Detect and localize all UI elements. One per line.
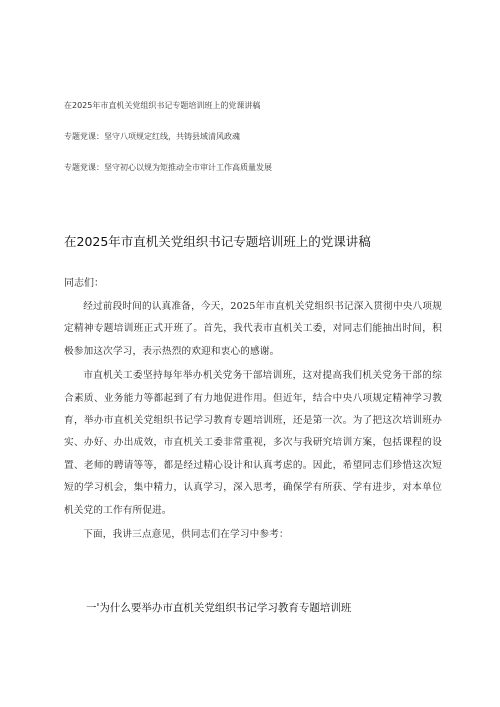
toc-item-2: 专题党课：坚守八项规定红线，共铸县域清风政魂 xyxy=(64,132,240,141)
document-title: 在2025年市直机关党组织书记专题培训班上的党课讲稿 xyxy=(64,234,371,249)
document-body xyxy=(64,275,442,548)
table-of-contents xyxy=(64,100,444,193)
section-heading-1: 一'为什么要举办市直机关党组织书记学习教育专题培训班 xyxy=(86,602,352,614)
paragraph-3: 下面，我讲三点意见，供同志们在学习中参考： xyxy=(83,529,289,541)
paragraph-2: 市直机关工委坚持每年举办机关党务干部培训班，这对提高我们机关党务干部的综合素质、业务能力等都起到了有力地促进作用。但近年，结合中央八项规定精神学习教育，举办市直机关党组织书记学习教育专题培训班，还是第一次。为了把这次培训班办实、办好、办出成效，市直机关工委非常重视，多次与我研究培训方案，包括课程的设置、老师的聘请等等，都是经过精心设计和认真考虑的。因此，希望同志们珍惜这次短短的学习机会，集中精力，认真学习，深入思考，确保学有所获、学有进步，对本单位机关党的工作有所促进。 xyxy=(64,370,442,516)
toc-item-1: 在2025年市直机关党组织书记专题培训班上的党课讲稿 xyxy=(64,101,261,110)
toc-item-3: 专题党课：坚守初心以规为矩推动全市审计工作高质量发展 xyxy=(64,163,272,172)
greeting: 同志们： xyxy=(64,278,104,289)
paragraph-1: 经过前段时间的认真准备，今天，2025年市直机关党组织书记深入贯彻中央八项规定精神专题培训班正式开班了。首先，我代表市直机关工委，对同志们能抽出时间，积极参加这次学习，表示热烈的欢迎和衷心的感谢。 xyxy=(64,301,442,357)
